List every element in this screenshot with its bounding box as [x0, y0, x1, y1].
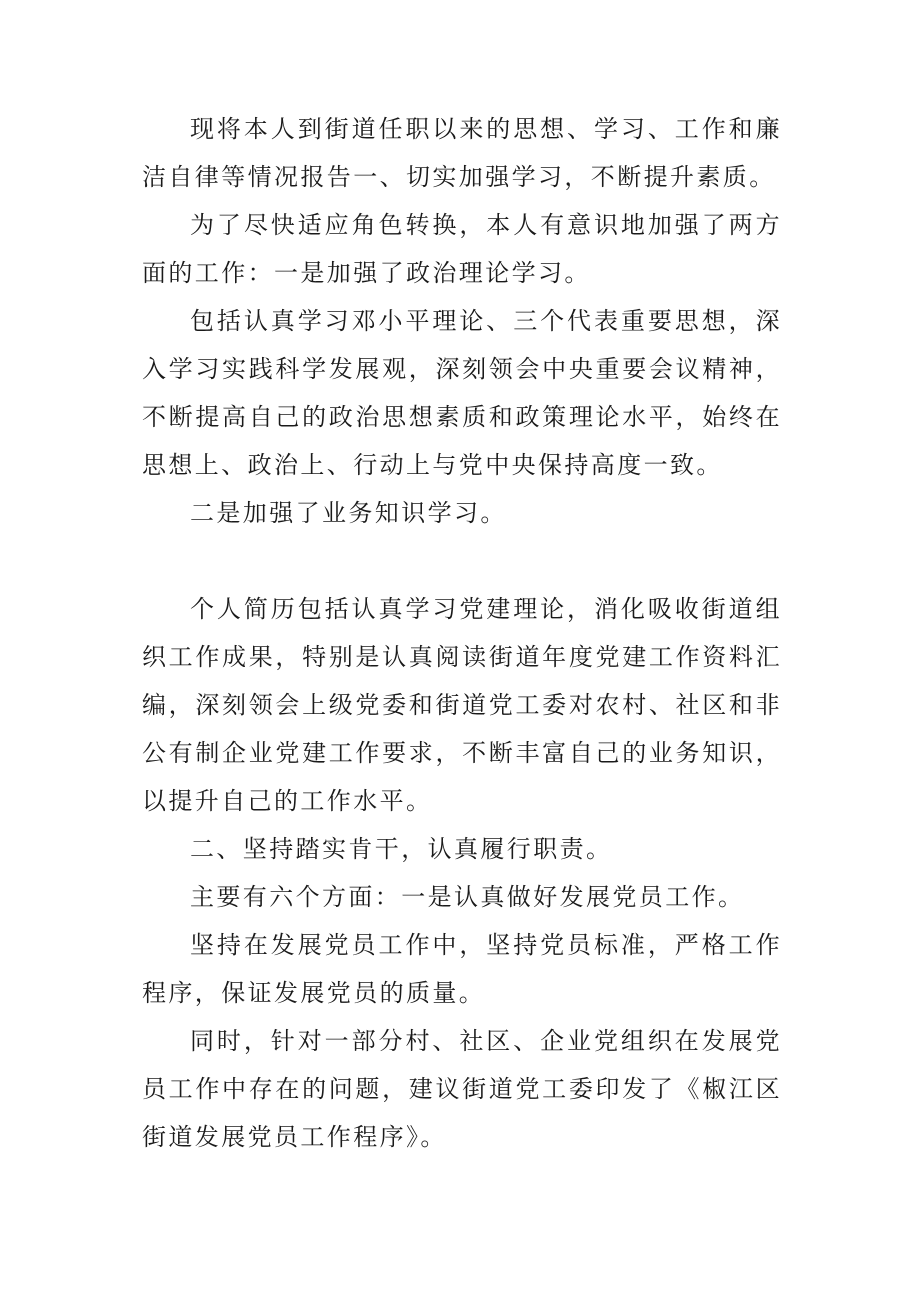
- paragraph-spacer: [142, 537, 782, 585]
- paragraph-work-procedure: 同时，针对一部分村、社区、企业党组织在发展党员工作中存在的问题，建议街道党工委印发了《椒江区街道发展党员工作程序》。: [142, 1027, 782, 1151]
- paragraph-six-aspects: 主要有六个方面：一是认真做好发展党员工作。: [190, 883, 745, 911]
- paragraph-report-intro: 现将本人到街道任职以来的思想、学习、工作和廉洁自律等情况报告一、切实加强学习，不断提升素质。: [142, 115, 782, 191]
- section-heading-duties: 二、坚持踏实肯干，认真履行职责。: [190, 835, 613, 863]
- paragraph-role-transition: 为了尽快适应角色转换，本人有意识地加强了两方面的工作：一是加强了政治理论学习。: [142, 211, 782, 287]
- paragraph-business-knowledge: 二是加强了业务知识学习。: [190, 499, 507, 527]
- document-body: [142, 105, 782, 1161]
- paragraph-member-standards: 坚持在发展党员工作中，坚持党员标准，严格工作程序，保证发展党员的质量。: [142, 931, 782, 1007]
- paragraph-political-theory: 包括认真学习邓小平理论、三个代表重要思想，深入学习实践科学发展观，深刻领会中央重要会议精神，不断提高自己的政治思想素质和政策理论水平，始终在思想上、政治上、行动上与党中央保持高度一致。: [142, 307, 782, 479]
- paragraph-party-building-study: 个人简历包括认真学习党建理论，消化吸收街道组织工作成果，特别是认真阅读街道年度党建工作资料汇编，深刻领会上级党委和街道党工委对农村、社区和非公有制企业党建工作要求，不断丰富自己的业务知识，以提升自己的工作水平。: [142, 595, 782, 815]
